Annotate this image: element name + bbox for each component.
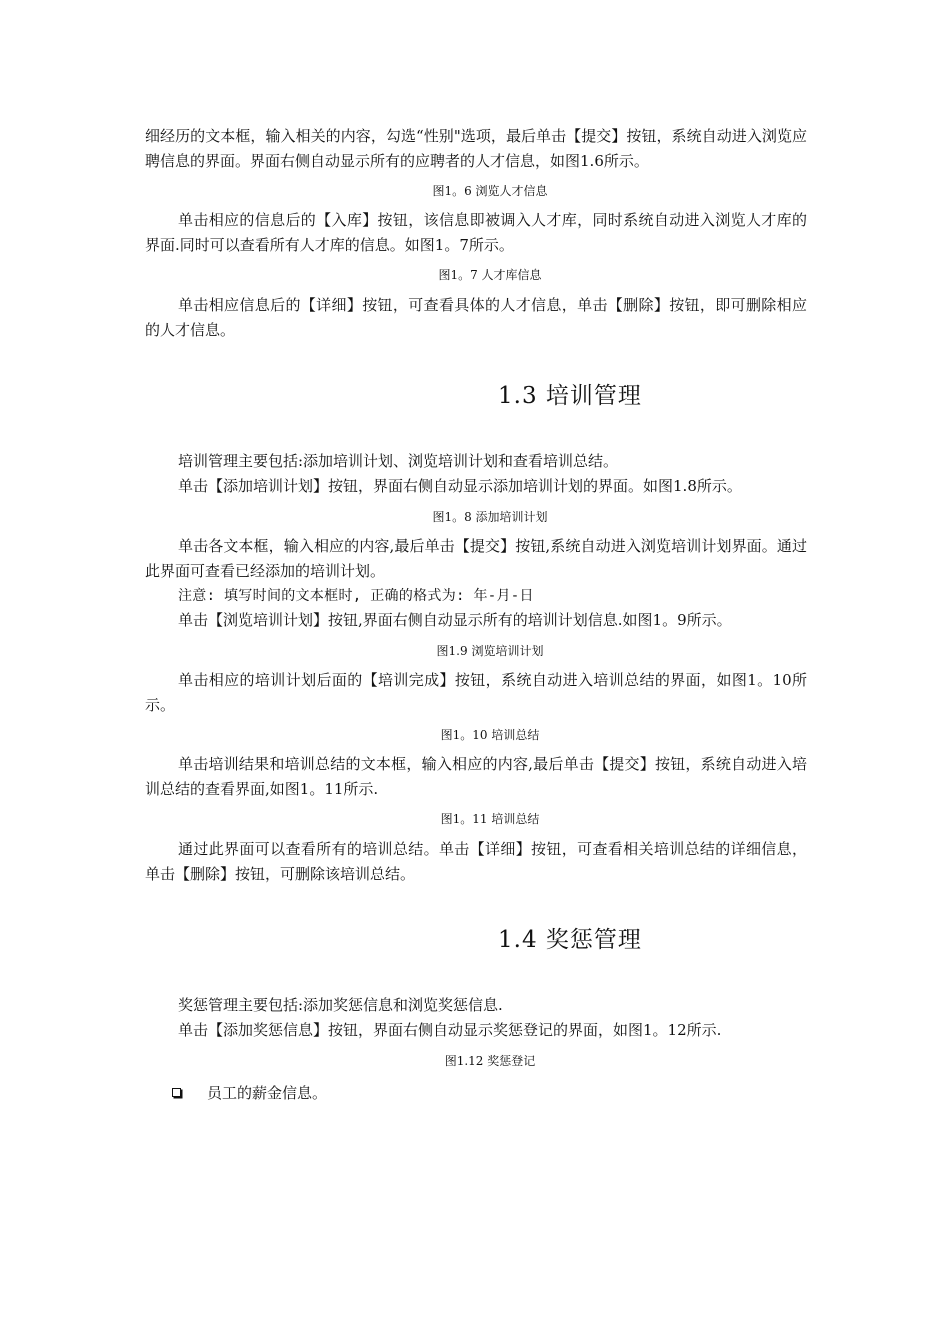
bullet-text: 员工的薪金信息。 bbox=[207, 1084, 328, 1102]
paragraph: 单击相应信息后的【详细】按钮，可查看具体的人才信息，单击【删除】按钮，即可删除相应的人才信息。 bbox=[145, 296, 807, 339]
bullet-item bbox=[172, 1081, 327, 1106]
paragraph: 细经历的文本框，输入相关的内容，勾选“性别"选项，最后单击【提交】按钮，系统自动进入浏览应聘信息的界面。界面右侧自动显示所有的应聘者的人才信息，如图1.6所示。 bbox=[145, 127, 807, 170]
figure-caption: 图1。11 培训总结 bbox=[440, 812, 540, 826]
paragraph: 培训管理主要包括:添加培训计划、浏览培训计划和查看培训总结。 bbox=[178, 452, 619, 470]
section-heading: 1.3 培训管理 bbox=[498, 383, 642, 409]
paragraph: 单击各文本框，输入相应的内容,最后单击【提交】按钮,系统自动进入浏览培训计划界面。通过此界面可查看已经添加的培训计划。 bbox=[145, 537, 807, 580]
figure-caption: 图1。6 浏览人才信息 bbox=[432, 184, 548, 198]
figure-caption: 图1.12 奖惩登记 bbox=[444, 1054, 536, 1068]
note-paragraph: 注意: 填写时间的文本框时, 正确的格式为: 年-月-日 bbox=[178, 588, 534, 604]
paragraph: 单击相应的培训计划后面的【培训完成】按钮，系统自动进入培训总结的界面，如图1。10所示。 bbox=[145, 671, 807, 714]
paragraph: 奖惩管理主要包括:添加奖惩信息和浏览奖惩信息. bbox=[178, 996, 503, 1014]
figure-caption: 图1。7 人才库信息 bbox=[438, 268, 542, 282]
paragraph: 单击相应的信息后的【入库】按钮，该信息即被调入人才库，同时系统自动进入浏览人才库的界面.同时可以查看所有人才库的信息。如图1。7所示。 bbox=[145, 211, 807, 254]
square-bullet-icon bbox=[172, 1088, 181, 1097]
paragraph: 单击【添加培训计划】按钮，界面右侧自动显示添加培训计划的界面。如图1.8所示。 bbox=[178, 477, 742, 495]
figure-caption: 图1。10 培训总结 bbox=[440, 728, 540, 742]
paragraph: 单击【浏览培训计划】按钮,界面右侧自动显示所有的培训计划信息.如图1。9所示。 bbox=[178, 611, 732, 629]
paragraph: 单击培训结果和培训总结的文本框，输入相应的内容,最后单击【提交】按钮，系统自动进入培训总结的查看界面,如图1。11所示. bbox=[145, 755, 807, 798]
figure-caption: 图1.9 浏览培训计划 bbox=[436, 644, 544, 658]
section-heading: 1.4 奖惩管理 bbox=[498, 927, 642, 953]
paragraph: 通过此界面可以查看所有的培训总结。单击【详细】按钮，可查看相关培训总结的详细信息，单击【删除】按钮，可删除该培训总结。 bbox=[145, 840, 807, 883]
figure-caption: 图1。8 添加培训计划 bbox=[432, 510, 548, 524]
paragraph: 单击【添加奖惩信息】按钮，界面右侧自动显示奖惩登记的界面，如图1。12所示. bbox=[178, 1021, 722, 1039]
